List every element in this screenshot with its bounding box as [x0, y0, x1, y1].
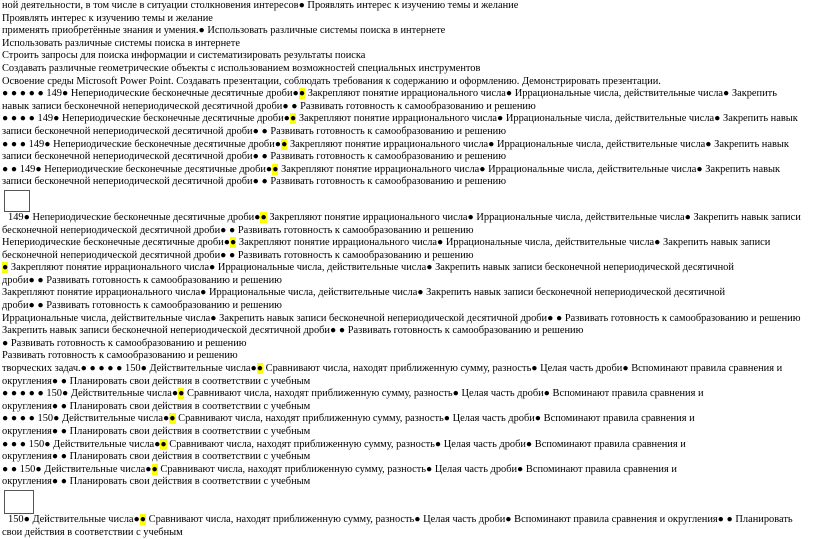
entry-149-line: дроби● ● Развивать готовность к самообразованию и решению: [2, 274, 282, 286]
entry-150-line: [2, 388, 814, 401]
highlighted-bullet: ●: [260, 211, 267, 223]
entry-150-line: свои действия в соответствии с учебным: [2, 526, 183, 538]
entry-text: Закрепляют понятие иррационального числа● Иррациональные числа, действительные числа● Закрепить навык: [278, 163, 781, 175]
entry-text: Закрепляют понятие иррационального числа● Иррациональные числа, действительные числа● Закрепить навык: [296, 113, 798, 125]
entry-149-line: [2, 139, 814, 152]
entry-text: ● ● ● ● ● 150● Действительные числа●: [2, 388, 179, 400]
highlighted-bullet: ●: [2, 262, 9, 274]
entry-text: ● ● 149● Непериодические бесконечные десятичные дроби●: [2, 163, 273, 175]
entry-150-line: [2, 363, 814, 376]
empty-cell-box: [4, 190, 30, 212]
highlighted-bullet: ●: [229, 237, 237, 249]
highlighted-bullet: ●: [169, 413, 176, 425]
entry-149-line: [2, 237, 814, 250]
highlighted-bullet: ●: [178, 388, 185, 400]
entry-text: Сравнивают числа, находят приближенную сумму, разность● Целая часть дроби● Вспоминают правила сравнения и: [175, 413, 695, 425]
entry-149-line: Закрепляют понятие иррационального числа● Иррациональные числа, действительные числа● Закрепить навык записи бесконечной непериодической десятичной: [2, 287, 726, 299]
entry-text: Закрепляют понятие иррационального числа● Иррациональные числа, действительные числа● Закрепить навык записи: [236, 237, 771, 249]
entry-text: ● ● ● ● 150● Действительные числа●: [2, 413, 170, 425]
entry-text: Сравнивают числа, находят приближенную сумму, разность● Целая часть дроби● Вспоминают правила сравнения и: [263, 363, 783, 375]
entry-150-line: [2, 413, 814, 426]
entry-149-line: [2, 212, 814, 225]
empty-cell-box: [4, 490, 34, 514]
entry-149-line: Закрепить навык записи бесконечной непериодической десятичной дроби● ● Развивать готовность к самообразованию и решению: [2, 325, 584, 337]
entry-text: Сравнивают числа, находят приближенную сумму, разность● Целая часть дроби● Вспоминают правила сравнения и: [166, 438, 686, 450]
text-line: Освоение среды Microsoft Power Point. Создавать презентации, соблюдать требования к содержанию и оформлению. Демонстрировать презентации.: [2, 75, 661, 87]
entry-149-line: [2, 164, 814, 177]
entry-149-line: бесконечной непериодической десятичной дроби● ● Развивать готовность к самообразованию и решению: [2, 224, 474, 236]
entry-text: ● ● ● 150● Действительные числа●: [2, 438, 161, 450]
text-line: ной деятельности, в том числе в ситуации столкновения интересов● Проявлять интерес к изучению темы и желание: [2, 0, 519, 11]
entry-149-line: записи бесконечной непериодической десятичной дроби● ● Развивать готовность к самообразованию и решению: [2, 151, 506, 163]
text-line: Использовать различные системы поиска в интернете: [2, 37, 240, 49]
entry-150-line: округления● ● Планировать свои действия в соответствии с учебным: [2, 451, 311, 463]
entry-text: Сравнивают числа, находят приближенную сумму, разность● Целая часть дроби● Вспоминают правила сравнения и: [157, 463, 677, 475]
entry-149-line: Иррациональные числа, действительные числа● Закрепить навык записи бесконечной непериодической десятичной дроби● ● Развивать готовность к самообразованию и решению: [2, 312, 801, 324]
entry-text: творческих задач.● ● ● ● ● 150● Действительные числа●: [2, 363, 257, 375]
entry-text: ● ● ● ● ● 149● Непериодические бесконечные десятичные дроби●: [2, 88, 299, 100]
entry-149-line: [2, 88, 814, 101]
highlighted-bullet: ●: [281, 138, 288, 150]
entry-text: Закрепляют понятие иррационального числа● Иррациональные числа, действительные числа● Закрепить: [305, 88, 777, 100]
entry-text: 149● Непериодические бесконечные десятичные дроби●: [8, 211, 261, 223]
entry-text: Закрепляют понятие иррационального числа● Иррациональные числа, действительные числа● Закрепить навык записи: [266, 211, 801, 223]
highlighted-bullet: ●: [289, 113, 297, 125]
highlighted-bullet: ●: [139, 513, 147, 525]
entry-149-line: ● Развивать готовность к самообразованию и решению: [2, 337, 247, 349]
entry-149-line: навык записи бесконечной непериодической десятичной дроби● ● Развивать готовность к самообразованию и решению: [2, 100, 536, 112]
entry-149-line: записи бесконечной непериодической десятичной дроби● ● Развивать готовность к самообразованию и решению: [2, 176, 506, 188]
entry-150-line: [2, 514, 814, 527]
text-line: Строить запросы для поиска информации и систематизировать результаты поиска: [2, 50, 366, 62]
entry-150-line: округления● ● Планировать свои действия в соответствии с учебным: [2, 400, 311, 412]
entry-149-line: дроби● ● Развивать готовность к самообразованию и решению: [2, 300, 282, 312]
entry-150-line: округления● ● Планировать свои действия в соответствии с учебным: [2, 375, 311, 387]
entry-149-line: Развивать готовность к самообразованию и решению: [2, 350, 238, 362]
entry-149-line: [2, 113, 814, 126]
entry-text: Закрепляют понятие иррационального числа● Иррациональные числа, действительные числа● Закрепить навык записи бесконечной непериодической десятичной: [8, 262, 734, 274]
entry-150-line: округления● ● Планировать свои действия в соответствии с учебным: [2, 426, 311, 437]
entry-149-line: бесконечной непериодической десятичной дроби● ● Развивать готовность к самообразованию и решению: [2, 249, 474, 261]
entry-149-line: [2, 262, 814, 275]
entry-text: 150● Действительные числа●: [8, 513, 140, 525]
entry-text: Сравнивают числа, находят приближенную сумму, разность● Целая часть дроби● Вспоминают правила сравнения и: [184, 388, 704, 400]
highlighted-bullet: ●: [256, 363, 264, 375]
entry-text: ● ● ● 149● Непериодические бесконечные десятичные дроби●: [2, 138, 282, 150]
highlighted-bullet: ●: [151, 463, 158, 475]
entry-text: Непериодические бесконечные десятичные дроби●: [2, 237, 230, 249]
entry-text: ● ● 150● Действительные числа●: [2, 463, 152, 475]
entry-text: Закрепляют понятие иррационального числа● Иррациональные числа, действительные числа● Закрепить навык: [287, 138, 789, 150]
text-line: Создавать различные геометрические объекты с использованием возможностей специальных инструментов: [2, 62, 481, 74]
highlighted-bullet: ●: [298, 88, 306, 100]
entry-150-line: округления● ● Планировать свои действия в соответствии с учебным: [2, 476, 311, 488]
entry-150-line: [2, 439, 814, 452]
highlighted-bullet: ●: [272, 163, 279, 175]
text-line: применять приобретённые знания и умения.● Использовать различные системы поиска в интернете: [2, 25, 446, 37]
entry-150-line: [2, 464, 814, 477]
entry-text: ● ● ● ● 149● Непериодические бесконечные десятичные дроби●: [2, 113, 290, 125]
highlighted-bullet: ●: [160, 438, 167, 450]
entry-text: Сравнивают числа, находят приближенную сумму, разность● Целая часть дроби● Вспоминают правила сравнения и округления● ● Планировать: [146, 513, 793, 525]
entry-149-line: записи бесконечной непериодической десятичной дроби● ● Развивать готовность к самообразованию и решению: [2, 125, 506, 137]
text-line: Проявлять интерес к изучению темы и желание: [2, 12, 213, 24]
